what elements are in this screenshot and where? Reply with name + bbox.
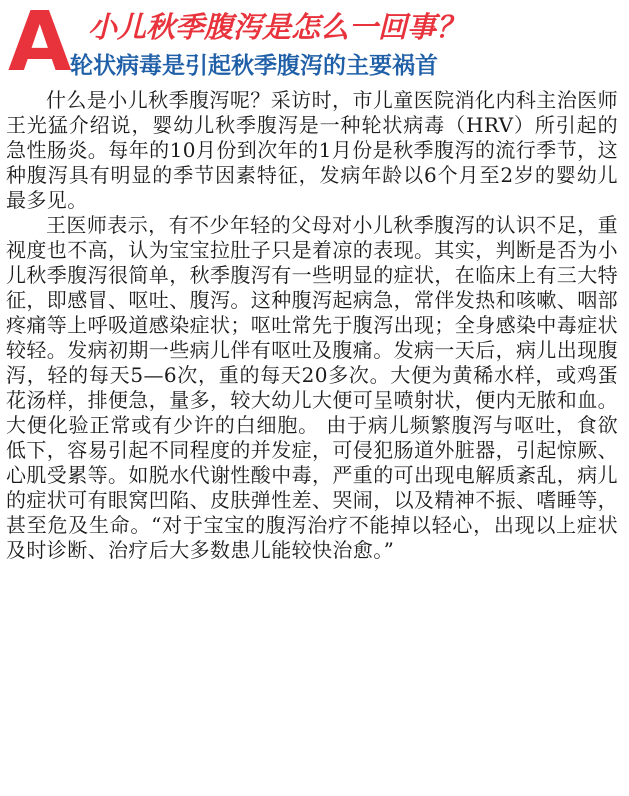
paragraph-intro: 什么是小儿秋季腹泻呢？采访时，市儿童医院消化内科主治医师王光猛介绍说，婴幼儿秋季腹泻是一种轮状病毒（HRV）所引起的急性肠炎。每年的10月份到次年的1月份是秋季腹泻的流行季节，这种腹泻具有明显的季节因素特征，发病年龄以6个月至2岁的婴幼儿最多见。 [6, 88, 618, 212]
article-title: 小儿秋季腹泻是怎么一回事？ [88, 10, 466, 44]
paragraph-symptoms: 王医师表示，有不少年轻的父母对小儿秋季腹泻的认识不足，重视度也不高，认为宝宝拉肚子只是着凉的表现。其实，判断是否为小儿秋季腹泻很简单，秋季腹泻有一些明显的症状，在临床上有三大特征，即感冒、呕吐、腹泻。这种腹泻起病急，常伴发热和咳嗽、咽部疼痛等上呼吸道感染症状；呕吐常先于腹泻出现；全身感染中毒症状较轻。发病初期一些病儿伴有呕吐及腹痛。发病一天后，病儿出现腹泻，轻的每天5—6次，重的每天20多次。大便为黄稀水样，或鸡蛋花汤样，排便急，量多，较大幼儿大便可呈喷射状，便内无脓和血。大便化验正常或有少许的白细胞。 由于病儿频繁腹泻与呕吐，食欲低下，容易引起不同程度的并发症，可侵犯肠道外脏器，引起惊厥、心肌受累等。如脱水代谢性酸中毒，严重的可出现电解质紊乱，病儿的症状可有眼窝凹陷、皮肤弹性差、哭闹，以及精神不振、嗜睡等，甚至危及生命。“对于宝宝的腹泻治疗不能掉以轻心，出现以上症状及时诊断、治疗后大多数患儿能较快治愈。” [6, 213, 618, 562]
article-body [6, 88, 618, 563]
article-subtitle: 轮状病毒是引起秋季腹泻的主要祸首 [70, 53, 438, 79]
section-letter: A [8, 0, 72, 90]
article-header [0, 0, 629, 92]
